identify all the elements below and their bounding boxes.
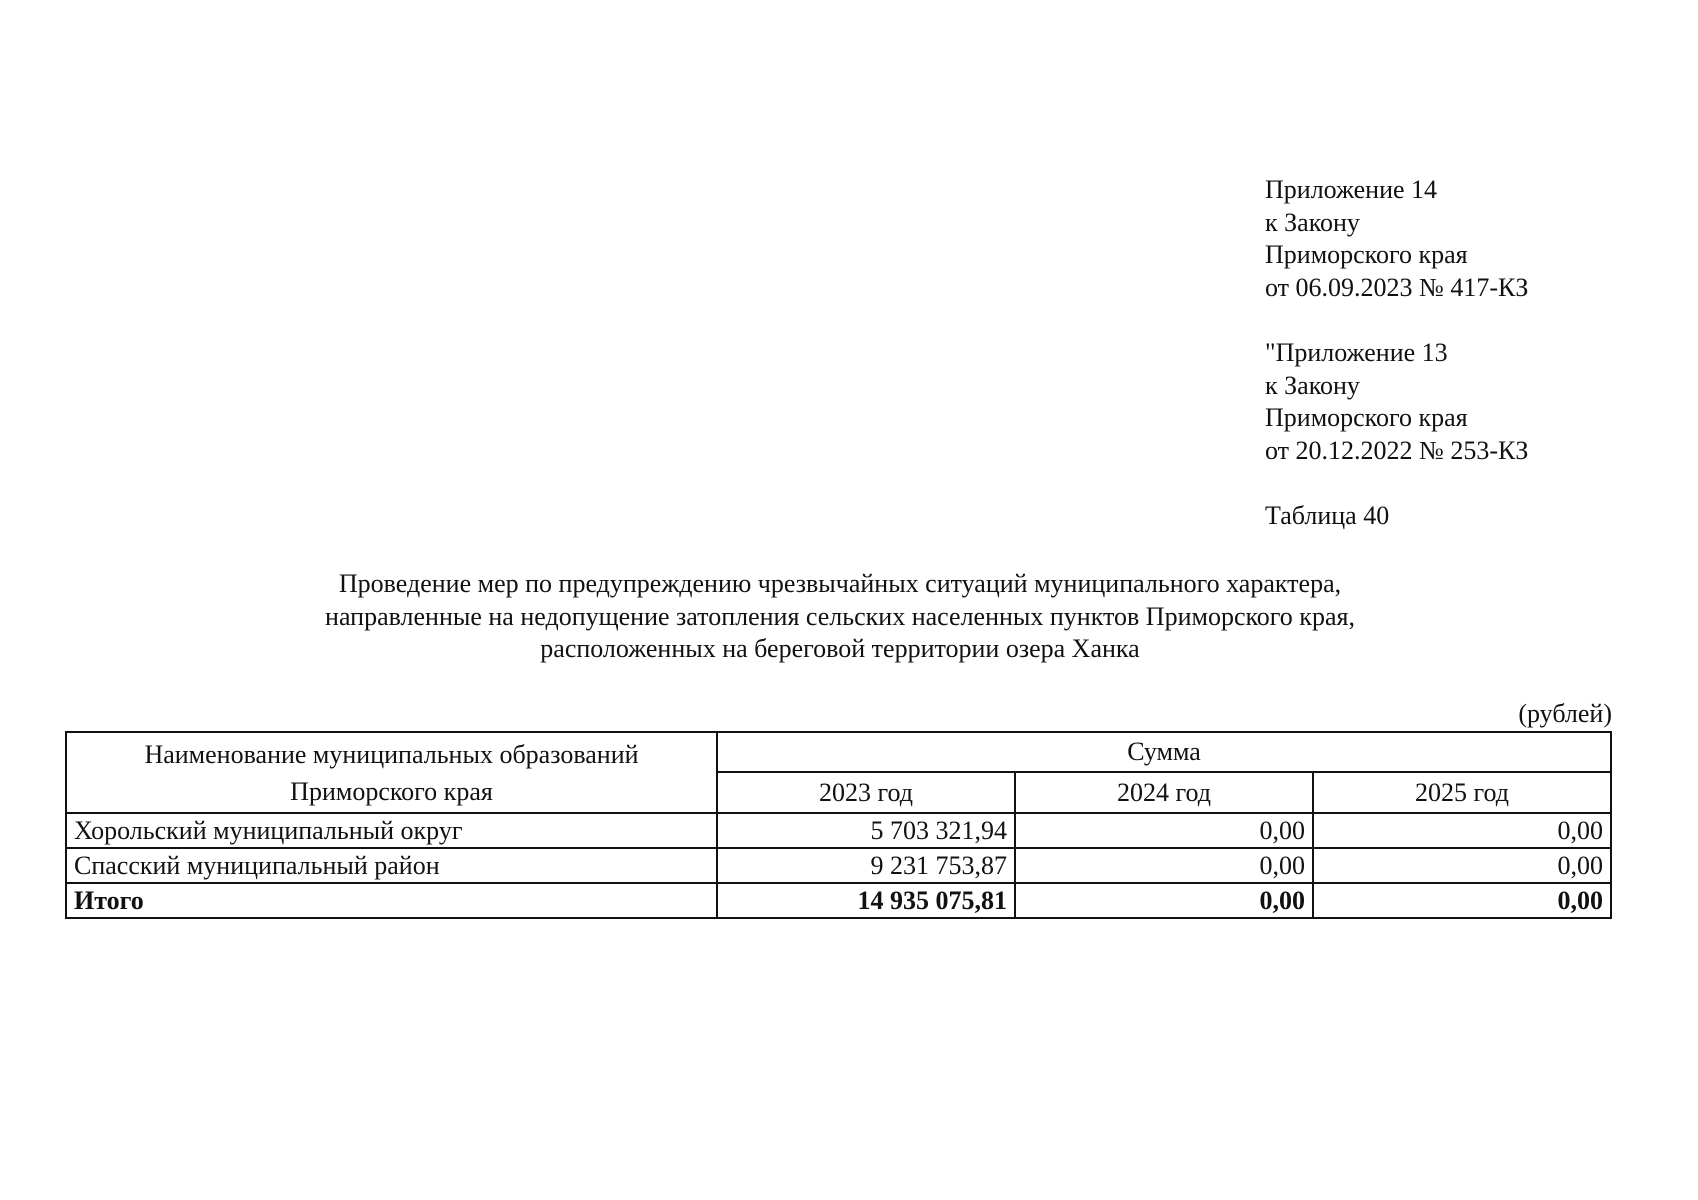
- municipality-column-header: [66, 732, 717, 813]
- amended-appendix-reference: [1265, 337, 1528, 467]
- table-number: Таблица 40: [1265, 501, 1390, 530]
- total-row: [66, 883, 1611, 918]
- appendix-line: от 06.09.2023 № 417-КЗ: [1265, 272, 1529, 302]
- table-row: [66, 848, 1611, 883]
- sum-column-header: Сумма: [717, 732, 1611, 772]
- table-header-row: [66, 732, 1611, 772]
- appendix-line: от 20.12.2022 № 253-КЗ: [1265, 435, 1529, 465]
- title-line: расположенных на береговой территории озера Ханка: [540, 634, 1140, 663]
- amount-cell: 5 703 321,94: [717, 813, 1015, 848]
- title-line: Проведение мер по предупреждению чрезвычайных ситуаций муниципального характера,: [338, 569, 1342, 598]
- appendix-line: "Приложение 13: [1265, 338, 1448, 367]
- units-label: (рублей): [1518, 699, 1612, 728]
- total-amount-cell: 0,00: [1015, 883, 1313, 918]
- year-column-header: 2023 год: [717, 772, 1015, 813]
- total-label: Итого: [66, 883, 717, 918]
- appendix-line: к Закону: [1265, 370, 1360, 400]
- appendix-reference: [1265, 174, 1528, 304]
- amount-cell: 0,00: [1015, 848, 1313, 883]
- amount-cell: 0,00: [1015, 813, 1313, 848]
- title-line: направленные на недопущение затопления сельских населенных пунктов Приморского края,: [325, 601, 1355, 631]
- header-line: Наименование муниципальных образований: [144, 739, 639, 769]
- appendix-line: Приморского края: [1265, 403, 1468, 432]
- year-column-header: 2024 год: [1015, 772, 1313, 813]
- amount-cell: 0,00: [1313, 813, 1611, 848]
- year-column-header: 2025 год: [1313, 772, 1611, 813]
- header-line: Приморского края: [290, 776, 493, 806]
- appendix-line: к Закону: [1265, 207, 1360, 237]
- amount-cell: 9 231 753,87: [717, 848, 1015, 883]
- appendix-line: Приложение 14: [1265, 175, 1438, 204]
- table-row: [66, 813, 1611, 848]
- appendix-line: Приморского края: [1265, 240, 1468, 269]
- amount-cell: 0,00: [1313, 848, 1611, 883]
- document-title: [150, 568, 1530, 666]
- municipality-name: Спасский муниципальный район: [66, 848, 717, 883]
- total-amount-cell: 0,00: [1313, 883, 1611, 918]
- budget-table: [65, 731, 1612, 919]
- municipality-name: Хорольский муниципальный округ: [66, 813, 717, 848]
- total-amount-cell: 14 935 075,81: [717, 883, 1015, 918]
